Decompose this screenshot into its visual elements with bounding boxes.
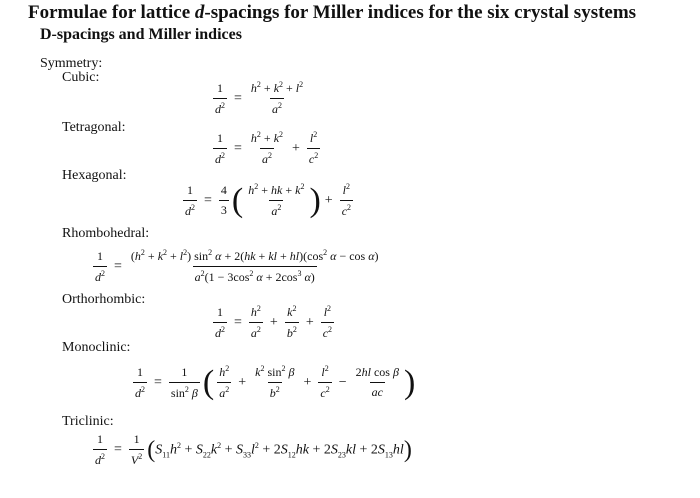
equation-triclinic: $\frac{1}{d^2}$ = $\frac{1}{V^2}$ ( $S_{11}h^2 + S_{22}k^2 + S_{33}l^2 + 2S_{12}hk + 2S_{23}kl + 2S_{13}hl$ ) <box>95 432 412 467</box>
title-post: -spacings for Miller indices for the six crystal systems <box>204 2 637 23</box>
label-tetragonal: Tetragonal: <box>62 120 126 135</box>
label-cubic: Cubic: <box>62 70 100 85</box>
page-title <box>28 2 636 24</box>
title-d: d <box>194 2 205 23</box>
title-pre: Formulae for lattice <box>28 2 195 23</box>
equation-cubic: $\frac{1}{d^2}$ = $\frac{h^2 + k^2 + l^2}{a^2}$ <box>215 80 304 116</box>
label-rhombohedral: Rhombohedral: <box>62 226 150 241</box>
equation-hexagonal: $\frac{1}{d^2}$ = $\frac{4}{3}$ ( $\frac{h^2 + hk + k^2}{a^2}$ ) + $\frac{l^2}{c^2}$ <box>185 181 352 219</box>
equation-monoclinic: $\frac{1}{d^2}$ = $\frac{1}{\sin^2 \beta}$ ( $\frac{h^2}{a^2}$ + $\frac{k^2 \sin^2 \beta}{b^2}$ + $\frac{l^2}{c^2}$ − $\frac{\text{2hl cos β}}{ac}$ ) <box>135 363 416 401</box>
page-subtitle: D-spacings and Miller indices <box>40 26 242 43</box>
label-hexagonal: Hexagonal: <box>62 168 127 183</box>
equation-tetragonal: $\frac{1}{d^2}$ = $\frac{h^2 + k^2}{a^2}$ + $\frac{l^2}{c^2}$ <box>215 130 319 166</box>
label-orthorhombic: Orthorhombic: <box>62 292 146 307</box>
label-monoclinic: Monoclinic: <box>62 340 131 355</box>
label-triclinic: Triclinic: <box>62 414 114 429</box>
equation-orthorhombic: $\frac{1}{d^2}$ = $\frac{h^2}{a^2}$ + $\frac{k^2}{b^2}$ + $\frac{l^2}{c^2}$ <box>215 304 333 340</box>
symmetry-label: Symmetry: <box>40 56 103 71</box>
equation-rhombohedral: $\frac{1}{d^2}$ = $\frac{(h^2 + k^2 + l^2) \sin^2 \alpha + 2(hk + kl + hl)(\cos^2 \alpha - \cos \alpha)}{a^2(1 - 3\cos^2 \alpha + 2\cos^3 \alpha)}$ <box>95 248 379 284</box>
